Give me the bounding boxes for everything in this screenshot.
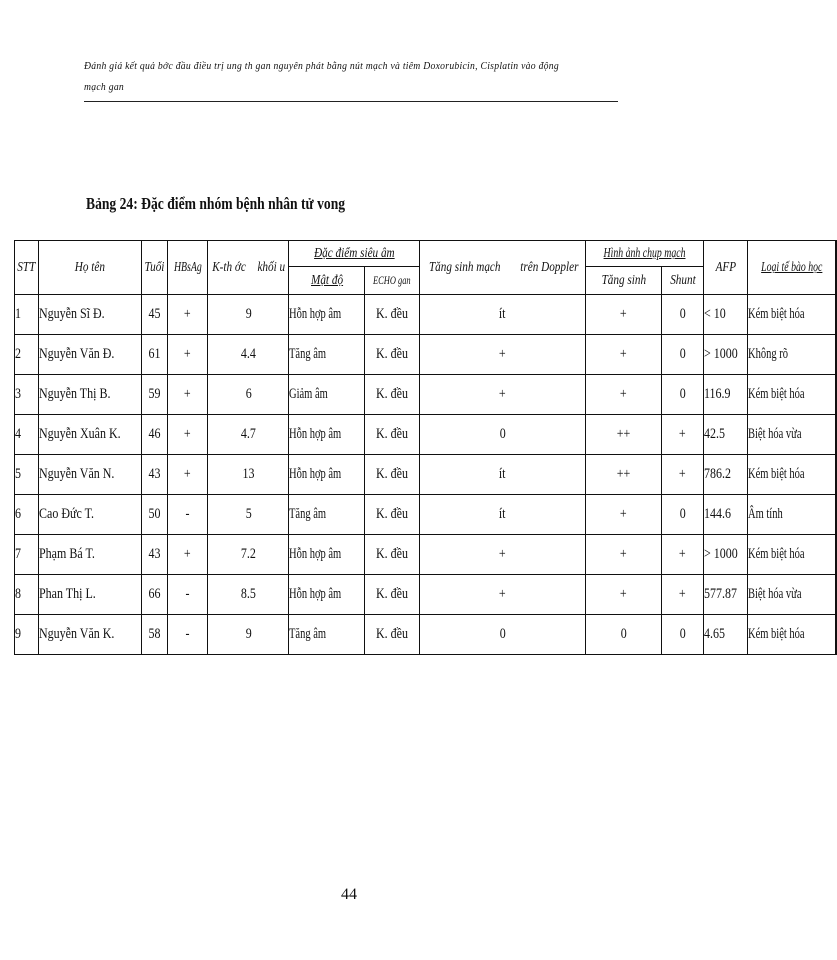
header-hbsag: HBsAg (167, 241, 208, 295)
cell-name: Nguyễn Văn N. (38, 455, 141, 495)
cell-afp: > 1000 (704, 335, 747, 375)
cell-histology: Kém biệt hóa (747, 295, 836, 335)
cell-name: Nguyễn Sĩ Đ. (38, 295, 141, 335)
cell-stt: 8 (15, 575, 39, 615)
header-age: Tuổi (141, 241, 167, 295)
cell-angio: + (586, 535, 662, 575)
header-doppler: Tăng sinh mạch trên Doppler (419, 241, 586, 295)
cell-histology: Biệt hóa vừa (747, 575, 836, 615)
cell-size: 7.2 (208, 535, 289, 575)
cell-age: 50 (141, 495, 167, 535)
cell-name: Cao Đức T. (38, 495, 141, 535)
cell-angio: 0 (586, 615, 662, 655)
header-angio-increase: Tăng sinh (586, 267, 662, 295)
header-tumor-size: K-th ớc khối u (208, 241, 289, 295)
cell-density: Tăng âm (289, 495, 365, 535)
page-number: 44 (341, 886, 357, 903)
cell-size: 8.5 (208, 575, 289, 615)
cell-afp: 42.5 (704, 415, 747, 455)
cell-size: 4.7 (208, 415, 289, 455)
cell-extra (836, 575, 837, 615)
header-shunt: Shunt (661, 267, 704, 295)
cell-age: 61 (141, 335, 167, 375)
cell-angio: + (586, 375, 662, 415)
cell-density: Tăng âm (289, 335, 365, 375)
cell-echo: K. đều (365, 455, 420, 495)
cell-size: 9 (208, 295, 289, 335)
table-row (15, 335, 837, 375)
cell-histology: Kém biệt hóa (747, 615, 836, 655)
cell-density: Hỗn hợp âm (289, 455, 365, 495)
cell-extra (836, 415, 837, 455)
cell-stt: 2 (15, 335, 39, 375)
cell-name: Phan Thị L. (38, 575, 141, 615)
cell-extra (836, 335, 837, 375)
cell-stt: 9 (15, 615, 39, 655)
cell-shunt: 0 (661, 615, 704, 655)
cell-size: 5 (208, 495, 289, 535)
cell-shunt: + (661, 575, 704, 615)
cell-name: Nguyễn Xuân K. (38, 415, 141, 455)
table-row (15, 455, 837, 495)
cell-extra (836, 495, 837, 535)
table-row (15, 615, 837, 655)
cell-size: 13 (208, 455, 289, 495)
cell-doppler: 0 (419, 415, 586, 455)
cell-density: Tăng âm (289, 615, 365, 655)
cell-histology: Không rõ (747, 335, 836, 375)
cell-angio: + (586, 575, 662, 615)
cell-echo: K. đều (365, 615, 420, 655)
header-extra (836, 241, 837, 295)
cell-shunt: 0 (661, 335, 704, 375)
cell-shunt: + (661, 455, 704, 495)
cell-age: 66 (141, 575, 167, 615)
table-row (15, 495, 837, 535)
cell-doppler: + (419, 535, 586, 575)
cell-hbsag: - (167, 615, 208, 655)
cell-stt: 3 (15, 375, 39, 415)
cell-density: Hỗn hợp âm (289, 295, 365, 335)
table-row (15, 415, 837, 455)
cell-stt: 5 (15, 455, 39, 495)
cell-density: Hỗn hợp âm (289, 575, 365, 615)
cell-doppler: + (419, 335, 586, 375)
cell-echo: K. đều (365, 535, 420, 575)
cell-histology: Kém biệt hóa (747, 535, 836, 575)
cell-shunt: 0 (661, 295, 704, 335)
cell-angio: ++ (586, 455, 662, 495)
header-stt: STT (15, 241, 39, 295)
cell-angio: + (586, 335, 662, 375)
cell-name: Phạm Bá T. (38, 535, 141, 575)
cell-afp: 4.65 (704, 615, 747, 655)
cell-size: 9 (208, 615, 289, 655)
cell-age: 58 (141, 615, 167, 655)
cell-name: Nguyễn Văn K. (38, 615, 141, 655)
cell-density: Hỗn hợp âm (289, 535, 365, 575)
table-row (15, 375, 837, 415)
cell-age: 46 (141, 415, 167, 455)
cell-stt: 7 (15, 535, 39, 575)
cell-histology: Âm tính (747, 495, 836, 535)
cell-name: Nguyễn Văn Đ. (38, 335, 141, 375)
cell-echo: K. đều (365, 415, 420, 455)
cell-hbsag: - (167, 575, 208, 615)
cell-angio: + (586, 495, 662, 535)
patient-table (14, 240, 837, 655)
cell-extra (836, 535, 837, 575)
cell-afp: 144.6 (704, 495, 747, 535)
cell-hbsag: + (167, 295, 208, 335)
cell-afp: > 1000 (704, 535, 747, 575)
table-row (15, 295, 837, 335)
cell-extra (836, 295, 837, 335)
header-afp: AFP (704, 241, 747, 295)
cell-echo: K. đều (365, 295, 420, 335)
running-header: Đánh giá kết quả bớc đầu điều trị ung th gan nguyên phát bằng nút mạch và tiêm Doxorubicin, Cisplatin vào động mạch gan (84, 61, 559, 93)
cell-hbsag: + (167, 535, 208, 575)
table-row (15, 575, 837, 615)
cell-stt: 6 (15, 495, 39, 535)
cell-doppler: + (419, 375, 586, 415)
header-density: Mật độ (289, 267, 365, 295)
cell-echo: K. đều (365, 335, 420, 375)
cell-afp: < 10 (704, 295, 747, 335)
cell-histology: Biệt hóa vừa (747, 415, 836, 455)
cell-hbsag: + (167, 415, 208, 455)
cell-hbsag: + (167, 335, 208, 375)
cell-age: 59 (141, 375, 167, 415)
cell-density: Giảm âm (289, 375, 365, 415)
cell-echo: K. đều (365, 495, 420, 535)
cell-doppler: + (419, 575, 586, 615)
table-row (15, 535, 837, 575)
cell-afp: 786.2 (704, 455, 747, 495)
cell-density: Hỗn hợp âm (289, 415, 365, 455)
header-echo: ECHO gan (365, 267, 420, 295)
cell-extra (836, 615, 837, 655)
cell-doppler: ít (419, 295, 586, 335)
header-histology: Loại tế bào học (747, 241, 836, 295)
cell-extra (836, 375, 837, 415)
cell-histology: Kém biệt hóa (747, 455, 836, 495)
cell-angio: + (586, 295, 662, 335)
cell-size: 6 (208, 375, 289, 415)
header-angio-group: Hình ảnh chụp mạch (586, 241, 704, 267)
header-ultrasound-group: Đặc điểm siêu âm (289, 241, 419, 267)
header-name: Họ tên (38, 241, 141, 295)
cell-size: 4.4 (208, 335, 289, 375)
cell-shunt: 0 (661, 495, 704, 535)
cell-shunt: + (661, 535, 704, 575)
cell-hbsag: - (167, 495, 208, 535)
cell-age: 43 (141, 535, 167, 575)
cell-angio: ++ (586, 415, 662, 455)
header-divider (84, 101, 618, 102)
cell-afp: 116.9 (704, 375, 747, 415)
cell-extra (836, 455, 837, 495)
cell-echo: K. đều (365, 375, 420, 415)
cell-stt: 4 (15, 415, 39, 455)
cell-afp: 577.87 (704, 575, 747, 615)
cell-hbsag: + (167, 375, 208, 415)
cell-doppler: ít (419, 495, 586, 535)
cell-age: 43 (141, 455, 167, 495)
cell-name: Nguyễn Thị B. (38, 375, 141, 415)
cell-shunt: 0 (661, 375, 704, 415)
cell-doppler: ít (419, 455, 586, 495)
cell-histology: Kém biệt hóa (747, 375, 836, 415)
cell-echo: K. đều (365, 575, 420, 615)
cell-stt: 1 (15, 295, 39, 335)
cell-hbsag: + (167, 455, 208, 495)
cell-age: 45 (141, 295, 167, 335)
cell-shunt: + (661, 415, 704, 455)
cell-doppler: 0 (419, 615, 586, 655)
table-caption: Bảng 24: Đặc điểm nhóm bệnh nhân tử vong (86, 194, 346, 213)
